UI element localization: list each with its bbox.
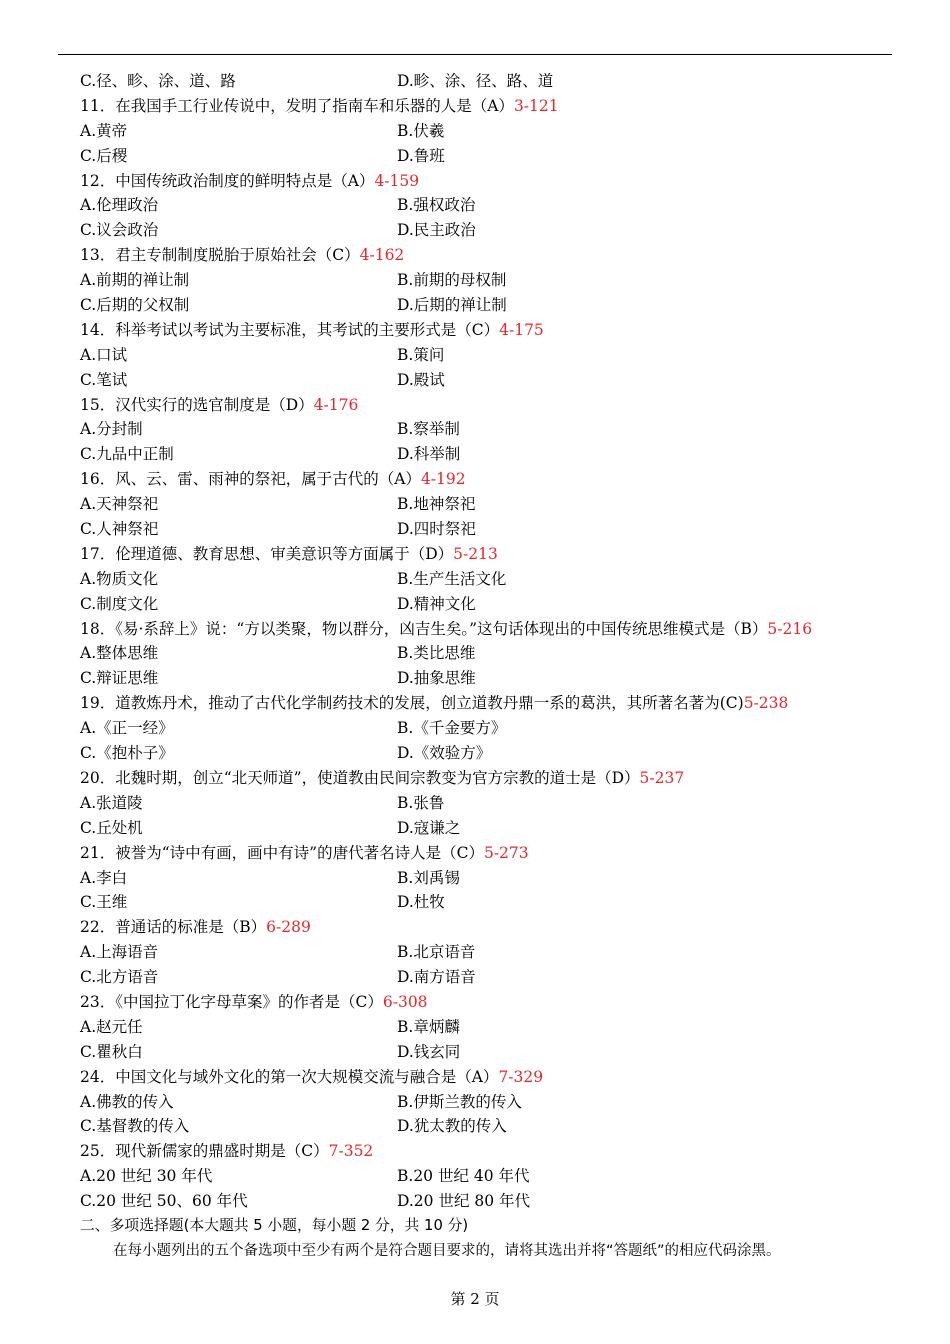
question-stem [80,169,895,194]
option-row [80,293,895,318]
option-row [80,417,895,442]
option-left: C.丘处机 [80,818,143,837]
question-stem [80,467,895,492]
question-text: 14．科举考试以考试为主要标准，其考试的主要形式是 [80,320,457,339]
answer-key: （A） [456,1067,499,1086]
question-text: 11．在我国手工行业传说中，发明了指南车和乐器的人是 [80,96,472,115]
answer-key: （C） [456,320,500,339]
option-right: D.钱玄同 [397,1042,461,1061]
option-right: D.民主政治 [397,221,476,240]
question-text: 16．风、云、雷、雨神的祭祀，属于古代的 [80,470,379,489]
option-row [80,567,895,592]
option-right: B.强权政治 [397,196,476,215]
option-row [80,791,895,816]
option-left: A.口试 [80,345,128,364]
option-row [80,741,895,766]
option-left: A.20 世纪 30 年代 [80,1167,213,1186]
question-text: 17．伦理道德、教育思想、审美意识等方面属于 [80,544,410,563]
option-right: B.20 世纪 40 年代 [397,1167,530,1186]
option-right: D.《效验方》 [397,744,492,763]
option-row [80,1189,895,1214]
answer-key: （A） [378,470,421,489]
option-left: A.分封制 [80,420,143,439]
option-row [80,193,895,218]
option-row [80,641,895,666]
option-row [80,517,895,542]
page-reference: 5-237 [639,768,685,787]
option-row [80,890,895,915]
option-right: B.伏羲 [397,121,445,140]
question-text: 12．中国传统政治制度的鲜明特点是 [80,171,333,190]
question-stem [80,1139,895,1164]
question-text: 21．被誉为“诗中有画，画中有诗”的唐代著名诗人是 [80,843,442,862]
page-reference: 7-352 [328,1142,374,1161]
option-right: B.《千金要方》 [397,719,507,738]
option-left: A.天神祭祀 [80,495,159,514]
question-text: 23．《中国拉丁化字母草案》的作者是 [80,992,340,1011]
option-left: A.赵元任 [80,1017,143,1036]
option-row [80,144,895,169]
question-stem [80,243,895,268]
question-stem [80,94,895,119]
question-stem [80,393,895,418]
option-row [80,965,895,990]
question-text: 13．君主专制制度脱胎于原始社会 [80,246,317,265]
option-left: C.王维 [80,893,128,912]
option-left: C.后期的父权制 [80,296,190,315]
option-left: A.李白 [80,868,128,887]
question-text: 15．汉代实行的选官制度是 [80,395,271,414]
option-row [80,716,895,741]
answer-key: （C） [285,1142,329,1161]
option-right: D.抽象思维 [397,669,476,688]
instruction-text: 在每小题列出的五个备选项中至少有两个是符合题目要求的，请将其选出并将“答题纸”的相应代码涂黑。 [113,1242,781,1259]
option-left: C.议会政治 [80,221,159,240]
question-text: 19．道教炼丹术，推动了古代化学制药技术的发展，创立道教丹鼎一系的葛洪，其所著名著为 [80,694,720,713]
option-row [80,592,895,617]
option-row [80,442,895,467]
answer-key: （C） [441,843,484,862]
header-rule [58,54,892,55]
answer-key: （B） [725,619,768,638]
option-right: B.察举制 [397,420,460,439]
page-reference: 6-308 [382,992,428,1011]
answer-key: (C) [719,694,744,713]
page-reference: 3-121 [513,96,559,115]
option-row [80,816,895,841]
question-text: 18．《易·系辞上》说：“方以类聚，物以群分，凶吉生矣。”这句话体现出的中国传统思维模式是 [80,619,726,638]
option-right: B.章炳麟 [397,1017,460,1036]
question-stem [80,318,895,343]
option-left: A.佛教的传入 [80,1092,174,1111]
option-left: A.伦理政治 [80,196,159,215]
option-row [80,866,895,891]
option-right: D.犹太教的传入 [397,1117,507,1136]
page-reference: 7-329 [498,1067,544,1086]
page-reference: 5-213 [453,544,498,563]
option-left: C.后稷 [80,146,128,165]
page-reference: 5-216 [767,619,813,638]
page-reference: 4-175 [499,320,544,339]
option-right: D.科举制 [397,445,461,464]
option-row [80,119,895,144]
option-right: D.殿试 [397,370,445,389]
option-row [80,1114,895,1139]
question-stem [80,915,895,940]
section-heading: 二、多项选择题(本大题共 5 小题，每小题 2 分，共 10 分) [80,1216,469,1234]
option-left: C.20 世纪 50、60 年代 [80,1192,248,1211]
option-left: C.瞿秋白 [80,1042,143,1061]
option-right: D.畛、涂、径、路、道 [397,72,554,90]
question-list [80,69,895,1264]
option-right: B.刘禹锡 [397,868,460,887]
option-right: D.鲁班 [397,146,445,165]
question-stem [80,542,895,567]
option-row [80,69,895,94]
option-row [80,1090,895,1115]
option-left: C.基督教的传入 [80,1117,190,1136]
option-right: D.精神文化 [397,594,476,613]
page-reference: 4-176 [313,395,359,414]
option-left: C.人神祭祀 [80,520,159,539]
option-right: B.伊斯兰教的传入 [397,1092,522,1111]
option-left: A.前期的禅让制 [80,271,190,290]
question-stem [80,766,895,791]
page-number: 第 2 页 [450,1290,500,1308]
option-row [80,1040,895,1065]
option-right: D.寇谦之 [397,818,461,837]
option-left: C.制度文化 [80,594,159,613]
question-text: 25．现代新儒家的鼎盛时期是 [80,1142,286,1161]
option-left: C.《抱朴子》 [80,744,174,763]
option-row [80,343,895,368]
option-row [80,940,895,965]
answer-key: （A） [471,96,514,115]
page-reference: 4-159 [374,171,420,190]
option-right: B.类比思维 [397,644,476,663]
option-right: D.杜牧 [397,893,445,912]
option-left: A.张道陵 [80,793,143,812]
option-right: B.生产生活文化 [397,569,507,588]
option-right: B.张鲁 [397,793,445,812]
question-text: 20．北魏时期，创立“北天师道”，使道教由民间宗教变为官方宗教的道士是 [80,768,597,787]
option-right: B.北京语音 [397,943,476,962]
page-reference: 4-162 [359,246,405,265]
answer-key: （C） [316,246,360,265]
option-row [80,666,895,691]
question-stem [80,990,895,1015]
page-reference: 5-273 [483,843,529,862]
option-left: C.九品中正制 [80,445,174,464]
section-title [80,1214,895,1239]
option-right: D.后期的禅让制 [397,296,507,315]
option-left: A.上海语音 [80,943,159,962]
option-left: A.《正一经》 [80,719,174,738]
option-left: A.整体思维 [80,644,159,663]
answer-key: （B） [223,918,267,937]
option-left: C.辩证思维 [80,669,159,688]
answer-key: （C） [339,992,383,1011]
option-right: D.南方语音 [397,968,476,987]
question-text: 22．普通话的标准是 [80,918,224,937]
option-row [80,492,895,517]
option-row [80,1015,895,1040]
page-reference: 4-192 [420,470,466,489]
option-left: C.北方语音 [80,968,159,987]
option-right: D.四时祭祀 [397,520,476,539]
option-left: A.黄帝 [80,121,128,140]
question-text: 24．中国文化与域外文化的第一次大规模交流与融合是 [80,1067,457,1086]
answer-key: （D） [270,395,314,414]
answer-key: （D） [596,768,640,787]
page-reference: 6-289 [266,918,311,937]
option-left: C.径、畛、涂、道、路 [80,72,236,90]
option-right: B.前期的母权制 [397,271,507,290]
answer-key: （D） [409,544,454,563]
answer-key: （A） [332,171,375,190]
section-instruction [80,1239,895,1264]
question-stem [80,841,895,866]
option-left: C.笔试 [80,370,128,389]
option-left: A.物质文化 [80,569,159,588]
option-right: B.策问 [397,345,445,364]
option-right: D.20 世纪 80 年代 [397,1192,531,1211]
question-stem [80,1065,895,1090]
page-reference: 5-238 [743,694,789,713]
option-row [80,1164,895,1189]
question-stem [80,617,895,642]
option-row [80,268,895,293]
option-row [80,218,895,243]
option-right: B.地神祭祀 [397,495,476,514]
option-row [80,368,895,393]
question-stem [80,691,895,716]
